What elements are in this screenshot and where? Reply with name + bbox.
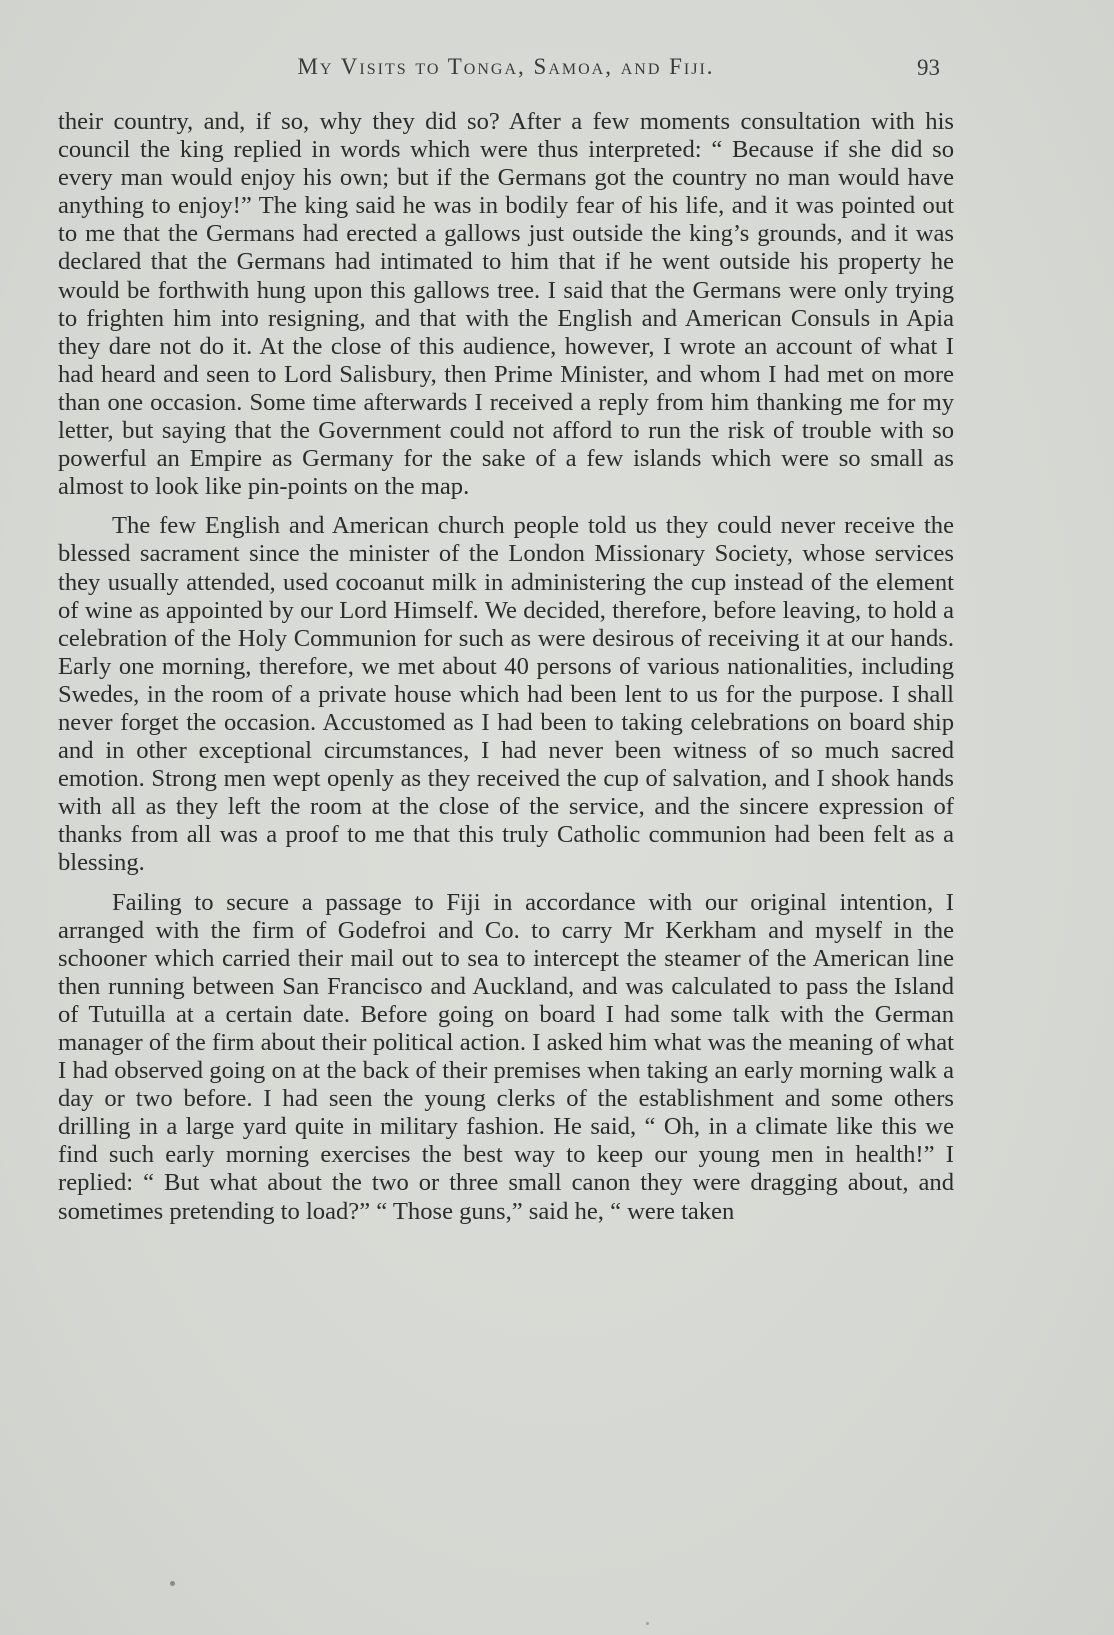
page-number: 93: [917, 55, 940, 80]
running-title: My Visits to Tonga, Samoa, and Fiji.: [297, 54, 715, 79]
paper-speck: [170, 1581, 175, 1586]
paragraph-3: Failing to secure a passage to Fiji in accordance with our original intention, I arranged with the firm of Godefroi and Co. to carry Mr Kerkham and myself in the schooner which carried their mail out to sea to intercept the steamer of the American line then running between San Francisco and Auckland, and was calculated to pass the Island of Tutuilla at a certain date. Before going on board I had some talk with the German manager of the firm about their political action. I asked him what was the meaning of what I had observed going on at the back of their premises when taking an early morning walk a day or two before. I had seen the young clerks of the establishment and some others drilling in a large yard quite in military fashion. He said, “ Oh, in a climate like this we find such early morning exercises the best way to keep our young men in health!” I replied: “ But what about the two or three small canon they were dragging about, and sometimes pretending to load?” “ Those guns,” said he, “ were taken: [58, 888, 954, 1225]
paragraph-1: their country, and, if so, why they did so? After a few moments consultation with his council the king replied in words which were thus interpreted: “ Because if she did so every man would enjoy his own; but if the Germans got the country no man would have anything to enjoy!” The king said he was in bodily fear of his life, and it was pointed out to me that the Germans had erected a gallows just outside the king’s grounds, and it was declared that the Germans had intimated to him that if he went outside his property he would be forthwith hung upon this gallows tree. I said that the Germans were only trying to frighten him into resigning, and that with the English and American Consuls in Apia they dare not do it. At the close of this audience, however, I wrote an account of what I had heard and seen to Lord Salisbury, then Prime Minister, and whom I had met on more than one occasion. Some time afterwards I received a reply from him thanking me for my letter, but saying that the Government could not afford to run the risk of trouble with so powerful an Empire as Germany for the sake of a few islands which were so small as almost to look like pin-points on the map.: [58, 108, 954, 501]
body-text: [58, 108, 954, 1226]
paper-speck: [646, 1622, 649, 1625]
running-head: [58, 54, 954, 90]
paragraph-2: The few English and American church people told us they could never receive the blessed sacrament since the minister of the London Missionary Society, whose services they usually attended, used cocoanut milk in administering the cup instead of the element of wine as appointed by our Lord Himself. We decided, therefore, before leaving, to hold a celebration of the Holy Communion for such as were desirous of receiving it at our hands. Early one morning, therefore, we met about 40 persons of various nationalities, including Swedes, in the room of a private house which had been lent to us for the purpose. I shall never forget the occasion. Accustomed as I had been to taking celebrations on board ship and in other exceptional circumstances, I had never been witness of so much sacred emotion. Strong men wept openly as they received the cup of salvation, and I shook hands with all as they left the room at the close of the service, and the sincere expression of thanks from all was a proof to me that this truly Catholic communion had been felt as a blessing.: [58, 512, 954, 877]
